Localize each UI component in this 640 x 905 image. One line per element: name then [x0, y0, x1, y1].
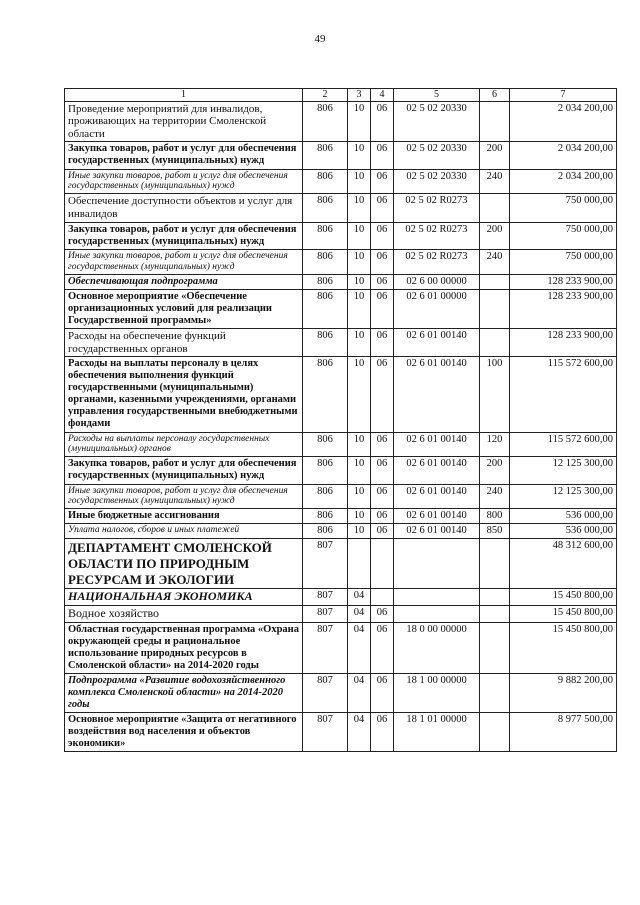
row-amount: 536 000,00	[510, 509, 617, 524]
row-target-article: 02 5 02 R0273	[394, 249, 480, 274]
row-amount: 9 882 200,00	[510, 674, 617, 713]
row-subsection-code: 06	[371, 249, 394, 274]
table-row	[65, 509, 617, 524]
row-name-cell: Водное хозяйство	[65, 606, 303, 623]
row-target-article: 02 6 01 00140	[394, 509, 480, 524]
row-subsection-code: 06	[371, 289, 394, 328]
row-target-article: 18 1 01 00000	[394, 713, 480, 752]
row-target-article: 02 5 02 20330	[394, 142, 480, 169]
table-row	[65, 249, 617, 274]
table-row	[65, 589, 617, 606]
row-name-cell: Проведение мероприятий для инвалидов, проживающих на территории Смоленской области	[65, 101, 303, 142]
table-row	[65, 169, 617, 194]
row-subsection-code: 06	[371, 328, 394, 356]
row-subsection-code: 06	[371, 713, 394, 752]
row-amount: 115 572 600,00	[510, 432, 617, 457]
row-target-article: 02 5 02 R0273	[394, 194, 480, 222]
row-section-code: 04	[348, 589, 371, 606]
row-subsection-code: 06	[371, 101, 394, 142]
row-section-code: 04	[348, 606, 371, 623]
row-subsection-code: 06	[371, 169, 394, 194]
row-expense-type	[480, 674, 510, 713]
header-cell: 5	[394, 89, 480, 102]
row-section-code: 10	[348, 101, 371, 142]
row-name-cell: Обеспечение доступности объектов и услуг для инвалидов	[65, 194, 303, 222]
row-ministry-code: 807	[303, 606, 348, 623]
row-amount: 750 000,00	[510, 194, 617, 222]
row-ministry-code: 806	[303, 169, 348, 194]
row-name-cell: Уплата налогов, сборов и иных платежей	[65, 524, 303, 539]
row-amount: 128 233 900,00	[510, 289, 617, 328]
table-row	[65, 274, 617, 289]
table-row	[65, 674, 617, 713]
row-target-article	[394, 539, 480, 589]
table-row	[65, 622, 617, 673]
row-ministry-code: 806	[303, 142, 348, 169]
page-number: 49	[314, 33, 326, 45]
row-name-cell: Закупка товаров, работ и услуг для обеспечения государственных (муниципальных) нужд	[65, 457, 303, 484]
row-amount: 15 450 800,00	[510, 589, 617, 606]
row-name-cell: Иные закупки товаров, работ и услуг для обеспечения государственных (муниципальных) нужд	[65, 169, 303, 194]
header-cell: 6	[480, 89, 510, 102]
row-expense-type: 800	[480, 509, 510, 524]
row-subsection-code: 06	[371, 484, 394, 509]
table-row	[65, 524, 617, 539]
row-section-code: 10	[348, 274, 371, 289]
row-ministry-code: 806	[303, 194, 348, 222]
row-target-article: 02 6 00 00000	[394, 274, 480, 289]
row-target-article: 18 0 00 00000	[394, 622, 480, 673]
row-expense-type: 240	[480, 484, 510, 509]
row-expense-type: 240	[480, 169, 510, 194]
row-ministry-code: 807	[303, 589, 348, 606]
row-name-cell: Закупка товаров, работ и услуг для обеспечения государственных (муниципальных) нужд	[65, 222, 303, 249]
row-ministry-code: 807	[303, 674, 348, 713]
row-ministry-code: 806	[303, 222, 348, 249]
row-amount: 12 125 300,00	[510, 457, 617, 484]
row-name-cell: Основное мероприятие «Обеспечение организационных условий для реализации Государственной программы»	[65, 289, 303, 328]
row-amount: 128 233 900,00	[510, 274, 617, 289]
table-row	[65, 328, 617, 356]
row-name-cell: Обеспечивающая подпрограмма	[65, 274, 303, 289]
table-row	[65, 457, 617, 484]
table-row	[65, 713, 617, 752]
row-ministry-code: 806	[303, 357, 348, 432]
row-expense-type	[480, 274, 510, 289]
header-row	[65, 89, 617, 102]
row-expense-type	[480, 539, 510, 589]
row-ministry-code: 806	[303, 249, 348, 274]
row-section-code: 10	[348, 357, 371, 432]
row-amount: 15 450 800,00	[510, 622, 617, 673]
row-amount: 750 000,00	[510, 249, 617, 274]
row-name-cell: Расходы на обеспечение функций государственных органов	[65, 328, 303, 356]
row-expense-type: 200	[480, 222, 510, 249]
row-ministry-code: 806	[303, 524, 348, 539]
row-ministry-code: 806	[303, 274, 348, 289]
row-section-code: 04	[348, 713, 371, 752]
budget-table	[64, 88, 617, 752]
row-target-article: 18 1 00 00000	[394, 674, 480, 713]
row-name-cell: Областная государственная программа «Охрана окружающей среды и рациональное использование природных ресурсов в Смоленской области» на 2014-2020 годы	[65, 622, 303, 673]
row-section-code: 10	[348, 328, 371, 356]
row-expense-type: 120	[480, 432, 510, 457]
row-subsection-code: 06	[371, 274, 394, 289]
row-section-code: 10	[348, 169, 371, 194]
row-name-cell: Расходы на выплаты персоналу в целях обеспечения выполнения функций государственными (муниципальными) органами, казенными учреждениями, органами управления государственными внебюджетными фондами	[65, 357, 303, 432]
row-expense-type: 200	[480, 142, 510, 169]
row-expense-type: 100	[480, 357, 510, 432]
row-amount: 536 000,00	[510, 524, 617, 539]
header-cell: 3	[348, 89, 371, 102]
row-ministry-code: 807	[303, 622, 348, 673]
row-target-article	[394, 606, 480, 623]
table-row	[65, 289, 617, 328]
header-cell: 7	[510, 89, 617, 102]
row-target-article: 02 5 02 R0273	[394, 222, 480, 249]
row-section-code: 04	[348, 674, 371, 713]
row-amount: 128 233 900,00	[510, 328, 617, 356]
row-name-cell: Подпрограмма «Развитие водохозяйственного комплекса Смоленской области» на 2014-2020 годы	[65, 674, 303, 713]
row-amount: 15 450 800,00	[510, 606, 617, 623]
row-section-code	[348, 539, 371, 589]
row-expense-type	[480, 289, 510, 328]
row-subsection-code	[371, 539, 394, 589]
table-row	[65, 194, 617, 222]
row-expense-type	[480, 328, 510, 356]
row-section-code: 10	[348, 432, 371, 457]
row-subsection-code: 06	[371, 357, 394, 432]
row-subsection-code: 06	[371, 674, 394, 713]
table-row	[65, 222, 617, 249]
row-expense-type	[480, 194, 510, 222]
row-subsection-code: 06	[371, 194, 394, 222]
row-amount: 48 312 600,00	[510, 539, 617, 589]
row-name-cell: Закупка товаров, работ и услуг для обеспечения государственных (муниципальных) нужд	[65, 142, 303, 169]
row-amount: 8 977 500,00	[510, 713, 617, 752]
row-section-code: 10	[348, 484, 371, 509]
row-ministry-code: 806	[303, 289, 348, 328]
row-name-cell: Основное мероприятие «Защита от негативного воздействия вод населения и объектов экономики»	[65, 713, 303, 752]
row-target-article: 02 5 02 20330	[394, 101, 480, 142]
row-section-code: 10	[348, 142, 371, 169]
row-name-cell: Расходы на выплаты персоналу государственных (муниципальных) органов	[65, 432, 303, 457]
row-ministry-code: 807	[303, 713, 348, 752]
row-target-article: 02 6 01 00140	[394, 357, 480, 432]
row-expense-type: 850	[480, 524, 510, 539]
row-target-article: 02 6 01 00140	[394, 484, 480, 509]
row-amount: 2 034 200,00	[510, 101, 617, 142]
row-section-code: 10	[348, 249, 371, 274]
row-subsection-code: 06	[371, 524, 394, 539]
row-expense-type	[480, 713, 510, 752]
row-ministry-code: 806	[303, 484, 348, 509]
row-amount: 115 572 600,00	[510, 357, 617, 432]
row-name-cell: НАЦИОНАЛЬНАЯ ЭКОНОМИКА	[65, 589, 303, 606]
table-row	[65, 606, 617, 623]
table-row	[65, 432, 617, 457]
row-ministry-code: 806	[303, 509, 348, 524]
row-expense-type	[480, 589, 510, 606]
row-subsection-code: 06	[371, 457, 394, 484]
row-expense-type	[480, 101, 510, 142]
row-section-code: 10	[348, 524, 371, 539]
header-cell: 2	[303, 89, 348, 102]
row-expense-type	[480, 606, 510, 623]
row-subsection-code: 06	[371, 509, 394, 524]
row-ministry-code: 806	[303, 328, 348, 356]
table-row	[65, 101, 617, 142]
row-target-article: 02 5 02 20330	[394, 169, 480, 194]
row-section-code: 10	[348, 457, 371, 484]
row-section-code: 10	[348, 509, 371, 524]
row-ministry-code: 807	[303, 539, 348, 589]
row-section-code: 10	[348, 194, 371, 222]
table-row	[65, 539, 617, 589]
row-amount: 2 034 200,00	[510, 142, 617, 169]
row-amount: 2 034 200,00	[510, 169, 617, 194]
row-target-article: 02 6 01 00140	[394, 328, 480, 356]
row-section-code: 10	[348, 222, 371, 249]
row-section-code: 04	[348, 622, 371, 673]
row-amount: 12 125 300,00	[510, 484, 617, 509]
row-ministry-code: 806	[303, 101, 348, 142]
header-cell: 4	[371, 89, 394, 102]
row-amount: 750 000,00	[510, 222, 617, 249]
row-subsection-code: 06	[371, 606, 394, 623]
row-section-code: 10	[348, 289, 371, 328]
table-row	[65, 484, 617, 509]
row-name-cell: Иные бюджетные ассигнования	[65, 509, 303, 524]
row-target-article: 02 6 01 00000	[394, 289, 480, 328]
row-ministry-code: 806	[303, 432, 348, 457]
row-name-cell: Иные закупки товаров, работ и услуг для обеспечения государственных (муниципальных) нужд	[65, 249, 303, 274]
row-expense-type: 240	[480, 249, 510, 274]
row-name-cell: Иные закупки товаров, работ и услуг для обеспечения государственных (муниципальных) нужд	[65, 484, 303, 509]
table-row	[65, 357, 617, 432]
row-subsection-code: 06	[371, 432, 394, 457]
row-subsection-code: 06	[371, 622, 394, 673]
row-subsection-code: 06	[371, 142, 394, 169]
row-subsection-code: 06	[371, 222, 394, 249]
header-cell: 1	[65, 89, 303, 102]
row-target-article: 02 6 01 00140	[394, 457, 480, 484]
row-target-article: 02 6 01 00140	[394, 432, 480, 457]
row-expense-type: 200	[480, 457, 510, 484]
row-expense-type	[480, 622, 510, 673]
table-row	[65, 142, 617, 169]
row-subsection-code	[371, 589, 394, 606]
row-name-cell: ДЕПАРТАМЕНТ СМОЛЕНСКОЙ ОБЛАСТИ ПО ПРИРОДНЫМ РЕСУРСАМ И ЭКОЛОГИИ	[65, 539, 303, 589]
row-ministry-code: 806	[303, 457, 348, 484]
row-target-article	[394, 589, 480, 606]
row-target-article: 02 6 01 00140	[394, 524, 480, 539]
